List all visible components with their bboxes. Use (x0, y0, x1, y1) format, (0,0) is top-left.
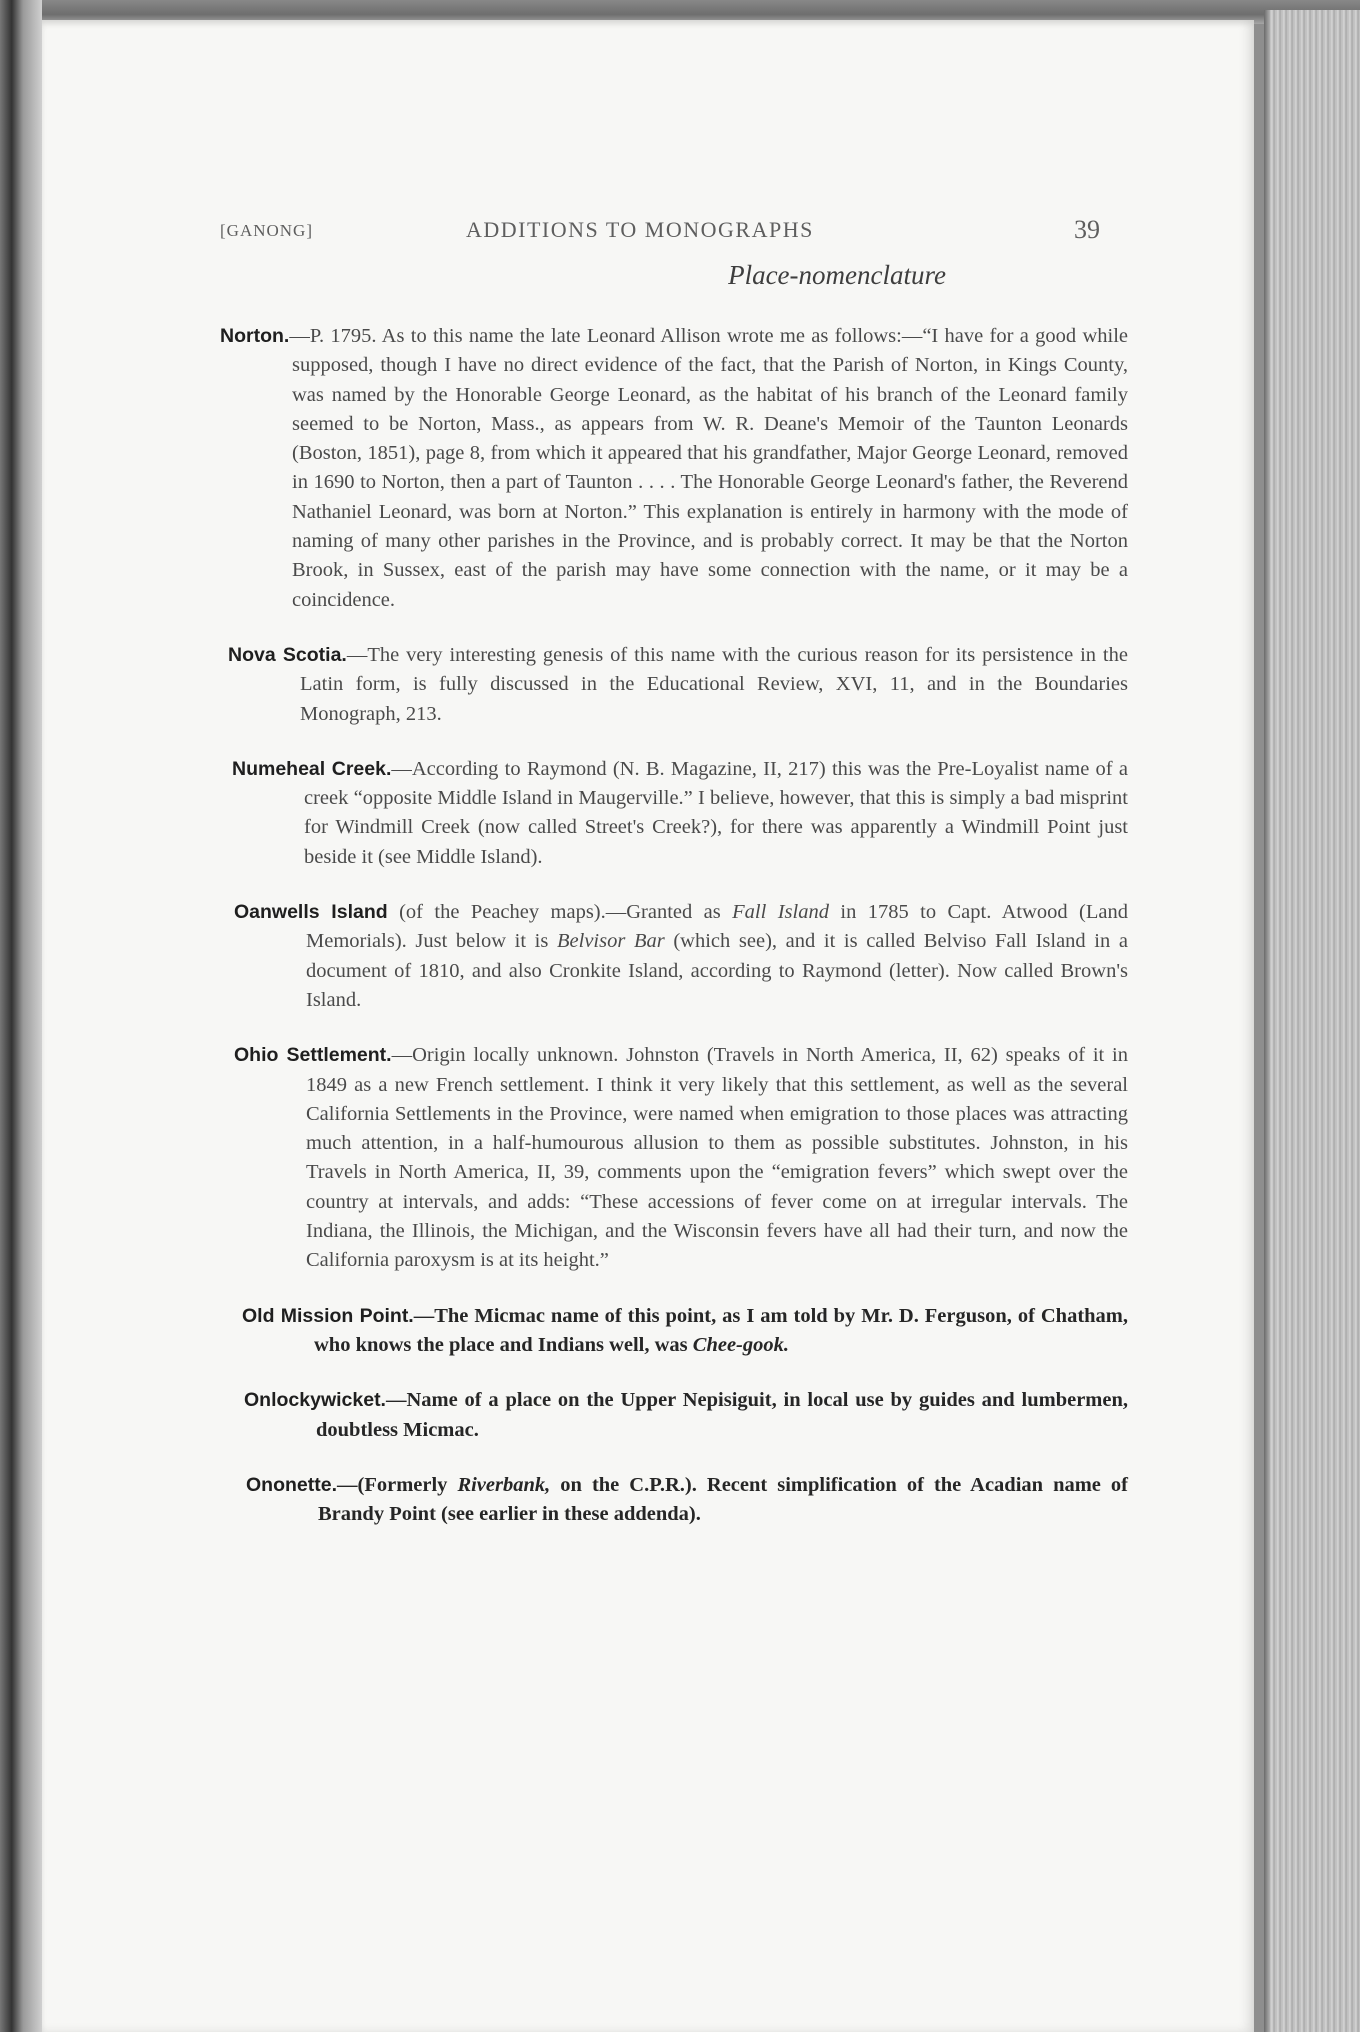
entry-headword: Onlockywicket. (244, 1389, 386, 1412)
entry-headword: Numeheal Creek. (232, 757, 392, 780)
entry-text: —P. 1795. As to this name the late Leonard Allison wrote me as follows:—“I have for a good while supposed, though I have no direct evidence of the fact, that the Parish of Norton, in Kings County, was named by the Honorable George Leonard, as the habitat of his branch of the Leonard family seemed to be Norton, Mass., as appears from W. R. Deane's Memoir of the Taunton Leonards (Boston, 1851), page 8, from which it appeared that his grandfather, Major George Leonard, removed in 1690 to Norton, then a part of Taunton . . . . The Honorable George Leonard's father, the Reverend Nathaniel Leonard, was born at Norton.” This explanation is entirely in harmony with the mode of naming of many other parishes in the Province, and is probably correct. It may be that the Norton Brook, in Sussex, east of the parish may have some connection with the name, or it may be a coincidence. (289, 325, 1128, 611)
entry-italic-name: Riverbank, (457, 1473, 551, 1496)
page-block-edge (1264, 10, 1360, 2032)
entry-old-mission-point (242, 1302, 1128, 1361)
running-header (220, 217, 1100, 249)
entry-italic-name: Belvisor Bar (557, 930, 665, 953)
entry-headword: Ohio Settlement. (234, 1044, 392, 1067)
entry-headword: Old Mission Point. (242, 1304, 414, 1327)
entry-paragraph (228, 641, 1128, 729)
entry-text: (which see), and it is called Belviso Fall Island in a document of 1810, and also Cronkite Island, according to Raymond (letter). Now called Brown's Island. (306, 930, 1128, 1011)
entry-text: in 1785 to Capt. Atwood (Land Memorials). Just below it is (306, 901, 1129, 953)
entry-text: (of the Peachey maps).—Granted as (387, 901, 733, 924)
book-spine-edge (0, 0, 42, 2032)
section-subtitle: Place-nomenclature (728, 260, 946, 290)
entry-numeheal-creek (232, 755, 1128, 872)
entry-text: —Origin locally unknown. Johnston (Travels in North America, II, 62) speaks of it in 1849 as a new French settlement. I think it very likely that this settlement, as well as the several California Settlements in the Province, were named when emigration to those places was attracting much attention, in a half-humourous allusion to them as possible substitutes. Johnston, in his Travels in North America, II, 39, comments upon the “emigration fevers” which swept over the country at intervals, and adds: “These accessions of fever come on at irregular intervals. The Indiana, the Illinois, the Michigan, and the Wisconsin fevers have all had their turn, and now the California paroxysm is at its height.” (306, 1044, 1128, 1272)
header-author: [GANONG] (220, 221, 313, 240)
entry-list (220, 322, 1128, 1555)
entry-text: —The Micmac name of this point, as I am told by Mr. D. Ferguson, of Chatham, who knows the place and Indians well, was (314, 1304, 1128, 1356)
entry-headword: Nova Scotia. (228, 643, 347, 666)
header-title: ADDITIONS TO MONOGRAPHS (466, 217, 814, 242)
entry-paragraph (234, 1041, 1128, 1275)
entry-text: —According to Raymond (N. B. Magazine, II, 217) this was the Pre-Loyalist name of a creek “opposite Middle Island in Maugerville.” I believe, however, that this is simply a bad misprint for Windmill Creek (now called Street's Creek?), for there was apparently a Windmill Point just beside it (see Middle Island). (304, 757, 1128, 868)
entry-onlockywicket (244, 1386, 1128, 1445)
entry-paragraph (244, 1386, 1128, 1445)
entry-oanwells-island (234, 898, 1128, 1015)
entry-text: —(Formerly (337, 1473, 458, 1496)
entry-paragraph (242, 1302, 1128, 1361)
entry-paragraph (220, 322, 1128, 615)
entry-paragraph (246, 1471, 1128, 1530)
entry-headword: Ononette. (246, 1473, 337, 1496)
entry-italic-name: Chee-gook. (692, 1333, 790, 1356)
page-number: 39 (1074, 215, 1100, 244)
entry-italic-name: Fall Island (732, 901, 829, 924)
entry-nova-scotia (228, 641, 1128, 729)
entry-ononette (246, 1471, 1128, 1530)
entry-text: on the C.P.R.). Recent simplification of the Acadian name of Brandy Point (see earlier in these addenda). (318, 1473, 1128, 1526)
entry-paragraph (234, 898, 1128, 1015)
entry-ohio-settlement (234, 1041, 1128, 1275)
entry-norton (220, 322, 1128, 615)
entry-headword: Norton. (220, 325, 290, 347)
entry-headword: Oanwells Island (234, 901, 388, 924)
entry-text: —Name of a place on the Upper Nepisiguit, in local use by guides and lumbermen, doubtless Micmac. (316, 1389, 1128, 1441)
book-page (42, 20, 1254, 2032)
entry-text: —The very interesting genesis of this name with the curious reason for its persistence in the Latin form, is fully discussed in the Educational Review, XVI, 11, and in the Boundaries Monograph, 213. (300, 643, 1128, 725)
entry-paragraph (232, 755, 1128, 872)
